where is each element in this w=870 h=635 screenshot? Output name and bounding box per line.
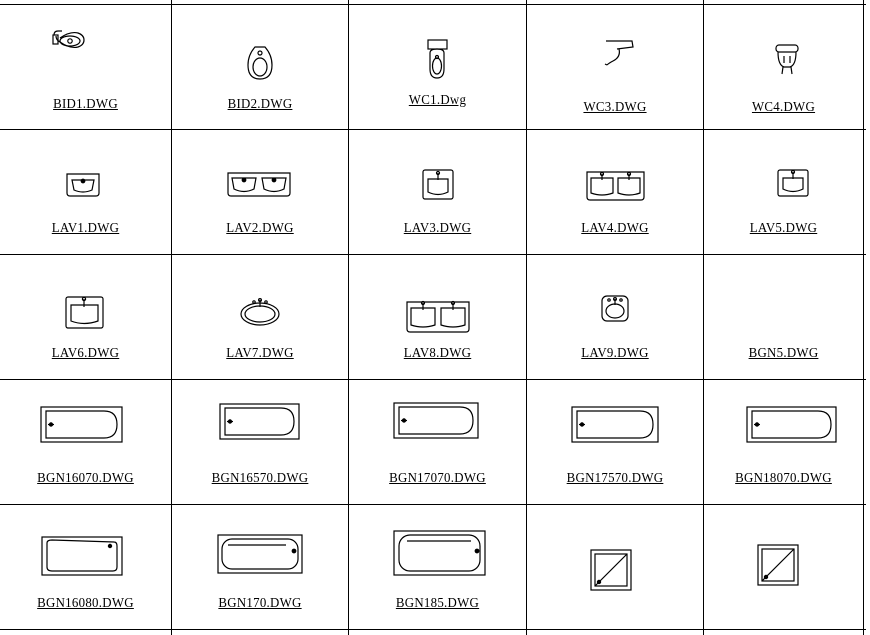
block-label[interactable]: WC3.DWG	[583, 100, 647, 115]
block-cell[interactable]	[0, 380, 171, 504]
block-label[interactable]: LAV5.DWG	[749, 221, 818, 236]
grid-line	[0, 629, 866, 630]
block-label[interactable]: BGN170.DWG	[218, 596, 302, 611]
block-cell[interactable]	[527, 505, 703, 629]
block-label[interactable]: LAV1.DWG	[51, 221, 120, 236]
block-label[interactable]: LAV7.DWG	[226, 346, 294, 361]
grid-line	[863, 0, 864, 635]
block-label[interactable]: LAV9.DWG	[581, 346, 649, 361]
block-label[interactable]: LAV3.DWG	[403, 221, 472, 236]
block-label[interactable]: LAV6.DWG	[51, 346, 120, 361]
shower-tray-icon	[527, 505, 703, 629]
toilet-top-icon	[349, 5, 526, 129]
block-label[interactable]: WC4.DWG	[751, 100, 816, 115]
block-label[interactable]: LAV2.DWG	[226, 221, 294, 236]
block-label[interactable]: BGN5.DWG	[748, 346, 819, 361]
block-cell[interactable]	[172, 380, 348, 504]
block-label[interactable]: BGN185.DWG	[395, 596, 480, 611]
block-label[interactable]: BGN17570.DWG	[566, 471, 664, 486]
block-label[interactable]: BGN16070.DWG	[37, 471, 134, 486]
shower-tray-icon	[704, 505, 863, 629]
block-cell[interactable]	[527, 130, 703, 254]
block-cell[interactable]	[704, 130, 863, 254]
block-label[interactable]: LAV8.DWG	[403, 346, 472, 361]
block-label[interactable]: BGN17070.DWG	[389, 471, 486, 486]
block-cell[interactable]	[527, 380, 703, 504]
block-cell[interactable]	[0, 505, 171, 629]
block-cell[interactable]	[172, 130, 348, 254]
block-cell[interactable]	[0, 5, 171, 129]
block-cell[interactable]	[172, 505, 348, 629]
block-cell[interactable]	[704, 380, 863, 504]
block-cell[interactable]	[527, 5, 703, 129]
block-cell[interactable]	[0, 130, 171, 254]
block-cell[interactable]	[349, 380, 526, 504]
block-label[interactable]: BGN16080.DWG	[37, 596, 134, 611]
block-cell[interactable]	[349, 255, 526, 379]
block-cell[interactable]	[0, 255, 171, 379]
block-cell[interactable]	[527, 255, 703, 379]
block-label[interactable]: BGN16570.DWG	[211, 471, 309, 486]
block-cell[interactable]	[349, 505, 526, 629]
block-label[interactable]: BID1.DWG	[53, 97, 118, 112]
block-label[interactable]: BID2.DWG	[227, 97, 293, 112]
block-cell[interactable]	[172, 255, 348, 379]
block-label[interactable]: WC1.Dwg	[408, 93, 467, 108]
block-cell[interactable]	[172, 5, 348, 129]
block-label[interactable]: BGN18070.DWG	[735, 471, 832, 486]
block-label[interactable]: LAV4.DWG	[581, 221, 649, 236]
block-cell[interactable]	[704, 255, 863, 379]
block-cell[interactable]	[349, 130, 526, 254]
block-cell[interactable]	[704, 505, 863, 629]
block-cell[interactable]	[349, 5, 526, 129]
block-cell[interactable]	[704, 5, 863, 129]
